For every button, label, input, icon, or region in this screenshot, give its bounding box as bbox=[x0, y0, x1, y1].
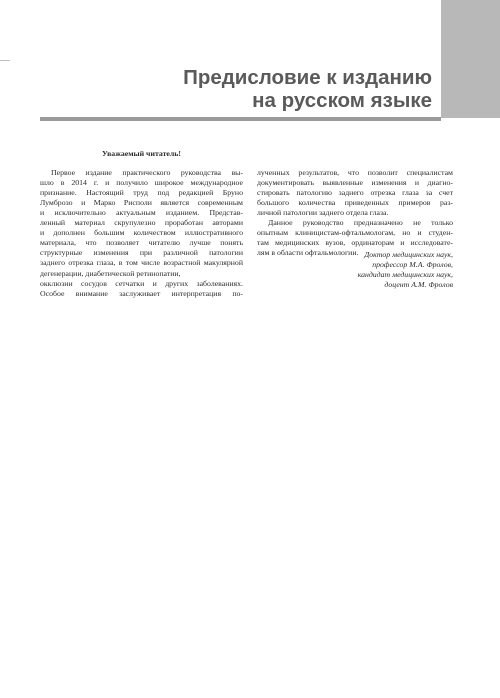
text-line: Данное руководство предназначено не только bbox=[268, 218, 453, 228]
greeting: Уважаемый читатель! bbox=[102, 149, 181, 158]
text-line: там медицинских вузов, ординаторам и исследовате- bbox=[257, 238, 453, 248]
text-line: ленный материал скрупулезно проработан авторами bbox=[40, 218, 243, 228]
signature-line: профессор М.А. Фролов, bbox=[372, 260, 453, 270]
text-line: шло в 2014 г. и получило широкое международное bbox=[40, 178, 243, 188]
text-line: заднего отрезка глаза, в том числе возрастной макулярной дегенерации, диабетической ретинопатии, bbox=[40, 258, 243, 278]
chapter-tab bbox=[441, 0, 500, 118]
right-text-column bbox=[257, 168, 453, 258]
page-edge-mark bbox=[0, 60, 10, 61]
text-line: Первое издание практического руководства вы- bbox=[51, 168, 243, 178]
text-line: личной патологии заднего отдела глаза. bbox=[257, 208, 389, 218]
signature-line: кандидат медицинских наук, bbox=[357, 270, 453, 280]
text-line: документировать выявленные изменения и диагно- bbox=[257, 178, 453, 188]
text-line: признание. Настоящий труд под редакцией Бруно bbox=[40, 188, 243, 198]
signature-line: доцент А.М. Фролов bbox=[384, 280, 453, 290]
left-text-column bbox=[40, 149, 243, 299]
text-line: Лумброзо и Марко Рисполи является современным bbox=[40, 198, 243, 208]
text-line: Особое внимание заслуживает интерпретация по- bbox=[40, 288, 243, 298]
text-line: лям в области офтальмологии. bbox=[257, 248, 359, 258]
header-rule bbox=[40, 117, 441, 121]
text-line: лученных результатов, что позволит специалистам bbox=[257, 168, 453, 177]
page-title bbox=[183, 66, 432, 112]
text-line: большого количества приведенных примеров раз- bbox=[257, 198, 453, 208]
text-line: и дополнен большим количеством иллюстративного bbox=[40, 228, 243, 238]
title-line-2: на русском языке bbox=[252, 89, 432, 112]
text-line: материала, что позволяет читателю лучше понять bbox=[40, 238, 243, 248]
text-line: стировать патологию заднего отрезка глаза за счет bbox=[257, 188, 453, 198]
title-line-1: Предисловие к изданию bbox=[183, 66, 432, 89]
text-line: и исключительно актуальным изданием. Представ- bbox=[40, 208, 243, 218]
text-line: структурные изменения при различной патологии bbox=[40, 248, 243, 258]
text-line: опытным клиницистам-офтальмологам, но и студен- bbox=[257, 228, 453, 238]
signature-block bbox=[257, 250, 453, 290]
text-line: окклюзии сосудов сетчатки и других заболеваниях. bbox=[40, 278, 243, 288]
signature-line: Доктор медицинских наук, bbox=[364, 250, 453, 259]
